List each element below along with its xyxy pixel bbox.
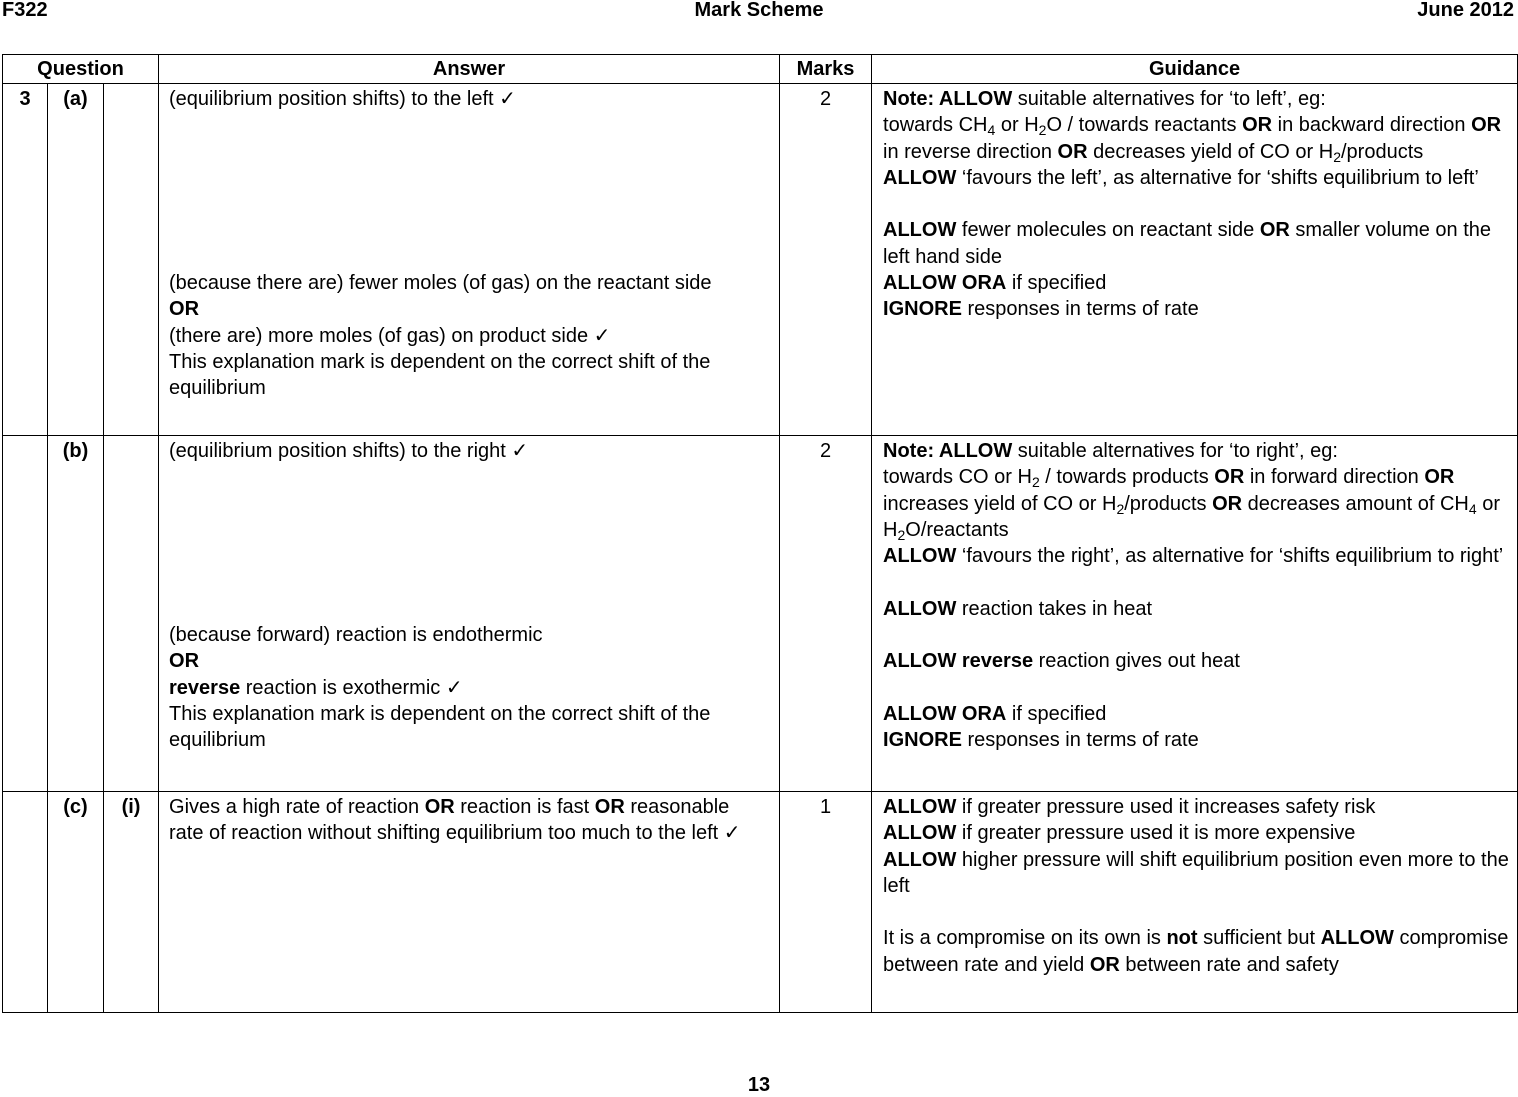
guidance-cell — [872, 84, 1518, 436]
document-title: Mark Scheme — [694, 0, 824, 21]
marks-cell: 2 — [780, 436, 872, 792]
guidance-header: Guidance — [872, 55, 1518, 84]
guidance-line: ALLOW ‘favours the right’, as alternative for ‘shifts equilibrium to right’ — [883, 545, 1504, 568]
question-number: 3 — [3, 84, 48, 436]
question-number — [3, 792, 48, 1013]
answer-line: This explanation mark is dependent on the correct shift of the equilibrium — [169, 350, 711, 400]
guidance-line: ALLOW ORA if specified — [883, 702, 1107, 725]
exam-code: F322 — [2, 0, 48, 21]
exam-date: June 2012 — [1417, 0, 1514, 21]
guidance-line: ALLOW reaction takes in heat — [883, 597, 1153, 620]
table-row — [3, 84, 1518, 436]
mark-scheme-table — [2, 54, 1518, 1013]
page-number: 13 — [747, 1074, 771, 1096]
guidance-line: towards $CH_4$ or $H_2O$ / towards reactants OR in backward direction OR in reverse direction OR decreases yield of CO or $H_2$/products — [883, 114, 1502, 165]
answer-line: reverse reaction is exothermic ✓ — [169, 676, 463, 699]
question-subpart: (i) — [104, 792, 159, 1013]
guidance-line: ALLOW reverse reaction gives out heat — [883, 650, 1240, 673]
question-number — [3, 436, 48, 792]
answer-line: (equilibrium position shifts) to the right ✓ — [169, 440, 529, 462]
guidance-line: ALLOW fewer molecules on reactant side OR smaller volume on the left hand side — [883, 219, 1492, 268]
question-part: (a) — [48, 84, 104, 436]
or-label: OR — [169, 650, 200, 673]
guidance-note: Note: ALLOW suitable alternatives for ‘to left’, eg: — [883, 88, 1326, 110]
question-header: Question — [3, 55, 159, 84]
answer-line: This explanation mark is dependent on the correct shift of the equilibrium — [169, 702, 711, 752]
answer-cell — [159, 84, 780, 436]
guidance-line: It is a compromise on its own is not sufficient but ALLOW compromise between rate and yield OR between rate and safety — [883, 927, 1509, 976]
answer-header: Answer — [159, 55, 780, 84]
guidance-line: ALLOW if greater pressure used it is more expensive — [883, 822, 1356, 845]
marks-cell: 1 — [780, 792, 872, 1013]
guidance-line: towards CO or $H_2$ / towards products OR in forward direction OR increases yield of CO or $H_2$/products OR decreases amount of $CH_4$ or $H_2O$/reactants — [883, 466, 1500, 543]
answer-line: (because forward) reaction is endothermic — [169, 624, 543, 647]
table-row — [3, 436, 1518, 792]
or-label: OR — [169, 298, 200, 321]
answer-cell — [159, 436, 780, 792]
question-part: (b) — [48, 436, 104, 792]
table-row — [3, 792, 1518, 1013]
answer-cell — [159, 792, 780, 1013]
guidance-cell — [872, 436, 1518, 792]
guidance-line: ALLOW if greater pressure used it increases safety risk — [883, 796, 1376, 818]
question-subpart — [104, 436, 159, 792]
answer-line: Gives a high rate of reaction OR reaction is fast OR reasonable rate of reaction without shifting equilibrium too much to the left ✓ — [169, 796, 741, 845]
answer-line: (there are) more moles (of gas) on product side ✓ — [169, 324, 611, 347]
answer-line: (equilibrium position shifts) to the left ✓ — [169, 88, 516, 110]
question-part: (c) — [48, 792, 104, 1013]
table-header-row — [3, 55, 1518, 84]
guidance-note: Note: ALLOW suitable alternatives for ‘to right’, eg: — [883, 440, 1338, 462]
marks-header: Marks — [780, 55, 872, 84]
guidance-line: IGNORE responses in terms of rate — [883, 729, 1199, 752]
guidance-line: ALLOW ORA if specified — [883, 272, 1107, 295]
guidance-line: IGNORE responses in terms of rate — [883, 298, 1199, 321]
guidance-line: ALLOW higher pressure will shift equilibrium position even more to the left — [883, 848, 1509, 897]
guidance-line: ALLOW ‘favours the left’, as alternative for ‘shifts equilibrium to left’ — [883, 166, 1479, 189]
answer-line: (because there are) fewer moles (of gas) on the reactant side — [169, 272, 712, 295]
guidance-cell — [872, 792, 1518, 1013]
question-subpart — [104, 84, 159, 436]
marks-cell: 2 — [780, 84, 872, 436]
